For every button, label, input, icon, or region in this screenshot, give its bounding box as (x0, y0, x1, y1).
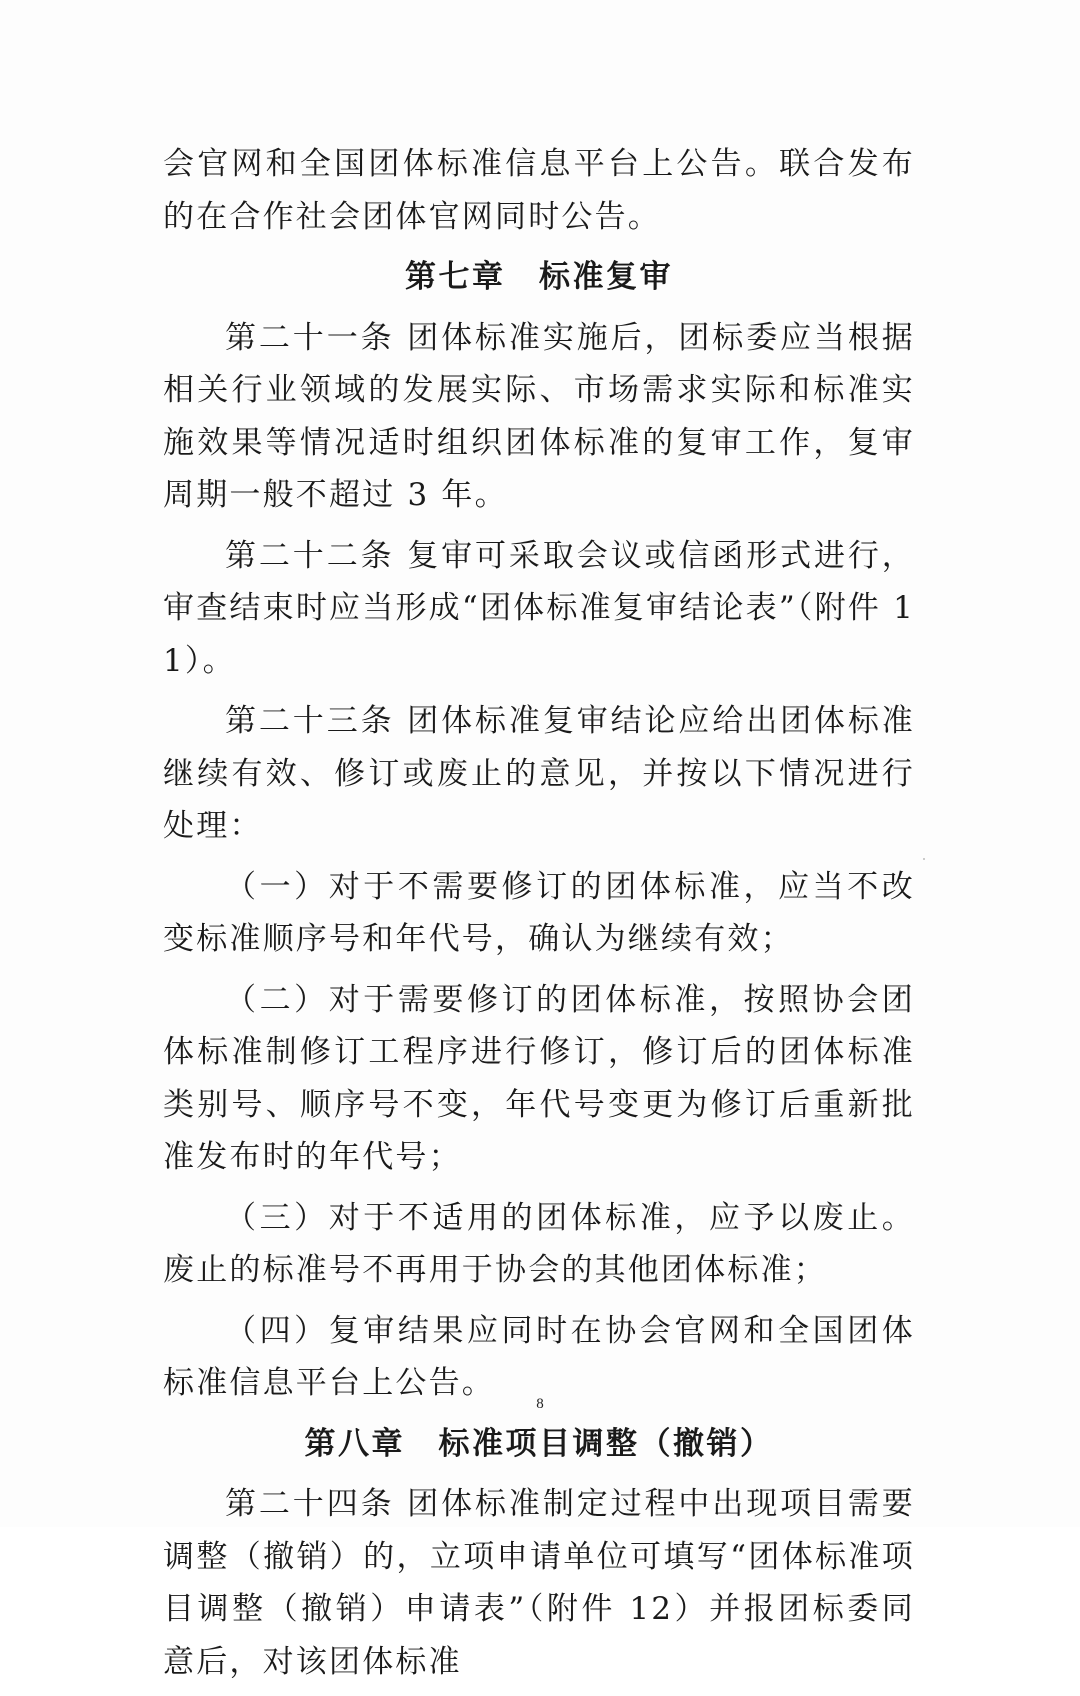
article-23-item-3: （三）对于不适用的团体标准，应予以废止。废止的标准号不再用于协会的其他团体标准； (163, 1199, 915, 1288)
paragraph-continuation: 会官网和全国团体标准信息平台上公告。联合发布的在合作社会团体官网同时公告。 (163, 146, 915, 235)
article-23-item-4: （四）复审结果应同时在协会官网和全国团体标准信息平台上公告。 (163, 1312, 915, 1401)
article-21: 第二十一条 团体标准实施后，团标委应当根据相关行业领域的发展实际、市场需求实际和标准实施效果等情况适时组织团体标准的复审工作，复审周期一般不超过 3 年。 (163, 319, 915, 513)
page-number: 8 (536, 1396, 544, 1412)
chapter-heading-8: 第八章 标准项目调整（撤销） (304, 1425, 774, 1462)
article-23-item-1: （一）对于不需要修订的团体标准，应当不改变标准顺序号和年代号，确认为继续有效； (163, 868, 915, 957)
article-24: 第二十四条 团体标准制定过程中出现项目需要调整（撤销）的，立项申请单位可填写“团体标准项目调整（撤销）申请表”（附件 12）并报团标委同意后，对该团体标准 (163, 1486, 915, 1680)
chapter-heading-7: 第七章 标准复审 (405, 259, 673, 295)
article-23: 第二十三条 团体标准复审结论应给出团体标准继续有效、修订或废止的意见，并按以下情况进行处理： (163, 703, 915, 844)
article-23-item-2: （二）对于需要修订的团体标准，按照协会团体标准制修订工程序进行修订，修订后的团体标准类别号、顺序号不变，年代号变更为修订后重新批准发布时的年代号； (163, 981, 915, 1175)
article-22: 第二十二条 复审可采取会议或信函形式进行，审查结束时应当形成“团体标准复审结论表”（附件 11）。 (163, 537, 915, 679)
scan-speck (923, 858, 925, 860)
document-body (163, 138, 915, 1696)
